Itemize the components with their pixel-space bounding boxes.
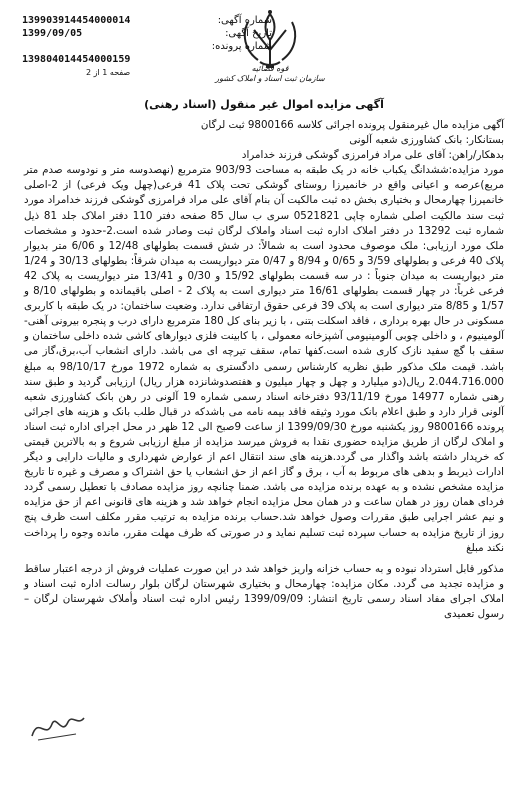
meta-notice-date xyxy=(22,27,272,40)
document-meta xyxy=(22,14,272,66)
notice-date-label: تاریخ آگهی: xyxy=(225,28,272,39)
page-number: صفحه 1 از 2 xyxy=(86,68,131,77)
paragraph-details: مورد مزایده:ششدانگ یکباب خانه در یک طبقه به مساحت 903/93 مترمربع (نهصدوسه متر و نودوسه صدم متر مربع)عرصه و اعیانی واقع در خانمیرزا روستای گوشکی تحت پلاک 41 فرعی(چهل ویک فرعی) از 2-اصلی خانمیرزا چهارمحال و بختیاری بخش ده ثبت مالکیت آن بنام آقای علی مراد فرامرزی گوشکی فرزند خدامراد مورد ثبت سند مالکیت اصلی شماره چاپی 0521821 سری ب سال 85 صفحه دفتر 110 دفتر املاک جلد 81 ذیل شماره ثبت 13292 در دفتر املاک اداره ثبت اسناد واملاک لرگان ثبت وصادر شده است.2-حدود و مشخصات ملک مورد ارزیابی: ملک موصوف محدود است به شمالاً: در شش قسمت بطولهای 12/48 و 6/06 متر بدیوار پلاک 40 فرعی و بطولهای 3/59 و 0/65 و 8/94 و 0/47 متر دیواریست به میدان شرقاً: بطولهای 30/13 و 1/24 متر دیواریست به میدان جنوباً : در سه قسمت بطولهای 15/92 و 0/30 و 13/41 متر دیواریست به پلاک 42 فرعی غرباً: در چهار قسمت بطولهای 16/61 متر دیواری است به پلاک 2 - اصلی باقیمانده و بطولهای 8/10 و 1/57 و 8/85 متر دیواری است به پلاک 39 فرعی حقوق ارتفاقی ندارد. وضعیت ساختمان: در یک طبقه با کاربری مسکونی در حال بهره برداری ، فاقد اسکلت بتنی ، با زیر بنای کل 180 مترمربع دارای درب و پنجره بیرونی آهنی-آلومینیوم ، و داخلی چوبی آلومینیومی آشپزخانه معمولی ، با کابینت فلزی دیوارهای کاشی شده داخلی ساختمان و سقف با گچ سفید نازک کاری شده است.کفها تمام، سقف تیرچه ای می باشد. دارای انشعاب آب،برق،گاز می باشد. قیمت ملک مذکور طبق نظریه کارشناس رسمی دادگستری به شماره 1972 مورخ 98/10/17 به مبلغ 2.044.716.000 ریال(دو میلیارد و چهل و چهار میلیون و هفتصدوشانزده هزار ریال) ارزیابی گردید و طبق سند رهنی شماره 14977 مورخ 93/11/19 دفترخانه اسناد رسمی شماره 19 آلونی در رهن بانک کشاورزی شعبه آلونی قرار دارد و طبق اعلام بانک مورد وثیقه فاقد بیمه نامه می باشدکه در قبال طلب بانک و هزینه های اجرائی پرونده 9800166 روز یکشنبه مورخ 1399/09/30 از ساعت 9صبح الی 12 ظهر در محل اجرای اداره ثبت اسناد و املاک لرگان از طریق مزایده حضوری نقدا به فروش میرسد مزایده از مبلغ ارزیابی شروع و به بالاترین قیمتی که خریدار داشته باشد واگذار می گردد.هزینه های سند انتقال اعم از عوارض شهرداری و مالیات دارایی و دیگر ادارات ذیربط و بدهی های مربوط به آب ، برق و گاز اعم از حق انشعاب یا حق اشتراک و مصرف و غیره تا تاریخ مزایده مشخص نشده و به عهده برنده مزایده می باشد. ضمنا چنانچه روز مزایده مصادف با تعطیل رسمی گردد فردای همان روز در همان ساعت و در همان محل مزایده انجام خواهد شد و هزینه های قانونی اعم از حق مزایده و نیم عشر اجرایی طبق مقررات وصول خواهد شد.حساب برنده مزایده به ترتیب مقرر مکلف است ظرف پنج روز از تاریخ مزایده به حساب سپرده ثبت تسلیم نماید و در صورتی که ظرف مهلت مقرر، مانده وجوه را پرداخت نکند مبلغ xyxy=(24,164,505,554)
notice-number-value: 139903914454000014 xyxy=(22,15,131,26)
document-header xyxy=(0,0,528,95)
signature-icon xyxy=(28,706,88,746)
meta-file-number xyxy=(22,53,272,66)
logo-text: قوه قضائیه سازمان ثبت اسناد و املاک کشور xyxy=(215,64,325,83)
paragraph-case: آگهی مزایده مال غیرمنقول پرونده اجرائی کلاسه 9800166 ثبت لرگان xyxy=(200,119,504,131)
paragraph-debtor: بدهکار/راهن: آقای علی مراد فرامرزی گوشکی فرزند خدامراد xyxy=(241,149,504,162)
meta-notice-number xyxy=(22,14,272,27)
notice-title: آگهی مزایده اموال غیر منقول (اسناد رهنی) xyxy=(144,98,384,111)
case-number-label: شماره پرونده: xyxy=(211,41,272,52)
file-number-value: 139804014454000159 xyxy=(22,54,131,65)
paragraph-creditor: بستانکار: بانک کشاورزی شعبه آلونی xyxy=(349,134,504,147)
paragraph-closing: مذکور قابل استرداد نبوده و به حساب خزانه واریز خواهد شد در این صورت عملیات فروش از درجه اعتبار ساقط و مزایده تجدید می گردد. مکان مزایده: چهارمحال و بختیاری شهرستان لرگان بلوار رسالت اداره ثبت اسناد و املاک اجرای مفاد اسناد رسمی تاریخ انتشار: 1399/09/09 رئیس اداره ثبت اسناد وأملاک شهرستان لرگان – رسول تعمیدی xyxy=(24,562,504,620)
notice-body xyxy=(24,118,504,622)
meta-case-number xyxy=(22,40,272,53)
notice-date-value: 1399/09/05 xyxy=(22,28,83,39)
notice-number-label: شماره آگهی: xyxy=(217,15,272,26)
